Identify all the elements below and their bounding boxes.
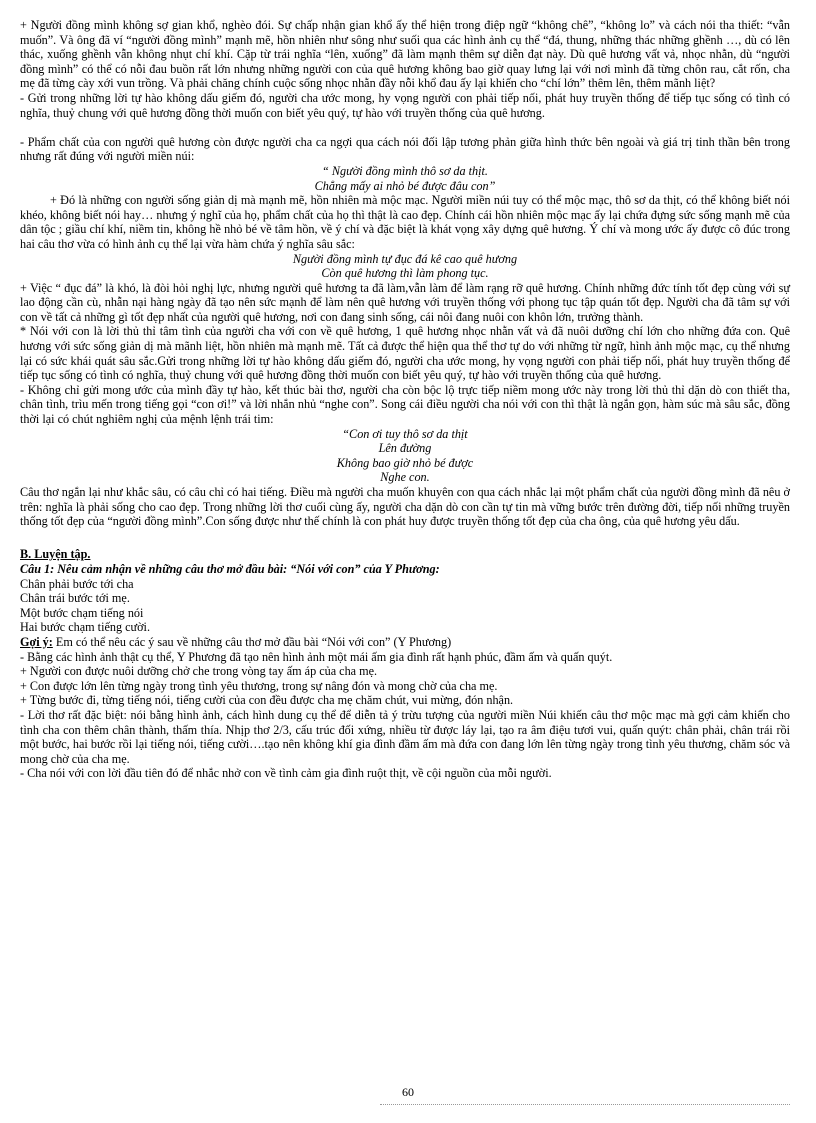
suggestion-line	[20, 635, 790, 650]
answer-point: + Từng bước đi, từng tiếng nói, tiếng cười của con đều được cha mẹ chăm chút, vui mừng, đón nhận.	[20, 693, 514, 708]
paragraph-carving-stone: + Việc “ đục đá” là khó, là đòi hỏi nghị lực, nhưng người quê hương ta đã làm,vẫn làm để làm rạng rỡ quê hương. Chính những đức tính tốt đẹp cùng với sự lao động cần cù, nhẫn nại hàng ngày đã tạo nên sức mạnh để làm nên quê hương với truyền thống với phong tục tập quán tốt đẹp. Người cha đã tâm sự với con về tất cả những gì tốt đẹp nhất của người quê hương, nơi con đang sinh sống, cái nôi đang nuôi con khôn lớn, trưởng thành.	[20, 280, 790, 324]
quote-line: “Con ơi tuy thô sơ da thịt	[342, 426, 468, 441]
document-page	[20, 18, 790, 781]
page-number: 60	[402, 1085, 414, 1099]
quote-line: Còn quê hương thì làm phong tục.	[321, 266, 489, 281]
answer-point: - Cha nói với con lời đầu tiên đó để nhắc nhở con về tình cảm gia đình ruột thịt, về cội nguồn của mỗi người.	[20, 766, 552, 781]
paragraph-simple-people: + Đó là những con người sống giản dị mà mạnh mẽ, hồn nhiên mà mộc mạc. Người miền núi tuy có thể mộc mạc, thô sơ da thịt, có thể không biết nói khéo, không biết nói hay… nhưng ý nghĩ của họ, phẩm chất của họ thì thật là cao đẹp. Chính cái hồn nhiên mộc mạc ấy lại chứa đựng sức sống mạnh mẽ của dân tộc ; giầu chí khí, niềm tin, không hề nhỏ bé về tâm hồn, về ý chí và đặc biệt là khát vọng xây dựng quê hương. Ý chí và mong ước ấy được cô đúc trong hai câu thơ vừa có hình ảnh cụ thể lại vừa hàm chứa ý nghĩa sâu sắc:	[20, 193, 790, 251]
poem-line: Một bước chạm tiếng nói	[20, 605, 144, 620]
question-title: Câu 1: Nêu cảm nhận về những câu thơ mở đầu bài: “Nói với con” của Y Phương:	[20, 561, 440, 576]
section-heading: B. Luyện tập.	[20, 547, 91, 562]
answer-point: - Lời thơ rất đặc biệt: nói bằng hình ảnh, cách hình dung cụ thể để diễn tả ý trừu tượng của người miền Núi khiến câu thơ mộc mạc mà gợi cảm khiến cho tình cha con thêm chân thành, thấm thía. Nhịp thơ 2/3, cấu trúc đối xứng, nhiều từ được láy lại, tạo ra âm điệu tươi vui, quấn quýt: chân phải, chân trái rồi một bước, hai bước rồi lại tiếng nói, tiếng cười….tạo nên không khí gia đình đầm ấm mà đứa con đang lớn lên từng ngày trong tình yêu thương, chăm sóc và mong chờ của cha mẹ.	[20, 707, 790, 766]
poem-line: Chân phải bước tới cha	[20, 576, 134, 591]
poem-line: Chân trái bước tới mẹ.	[20, 591, 130, 606]
suggestion-label: Gợi ý:	[20, 634, 53, 649]
paragraph-conclusion: Câu thơ ngắn lại như khắc sâu, có câu chỉ có hai tiếng. Điều mà người cha muốn khuyên con qua cách nhắc lại một phẩm chất của người đồng mình đã nêu ở trên: nghĩa là phải sống cho cao đẹp. Trong những lời thơ cuối cùng ấy, người cha dặn dò con cần tự tin mà vững bước trên đường đời, tiếp nối những truyền thống tốt đẹp của “người đồng mình”.Con sống được như thế chính là con phát huy được truyền thống tốt đẹp của cha ông, của quê hương yêu dấu.	[20, 485, 790, 529]
quote-line: Nghe con.	[380, 470, 430, 485]
quote-line: Người đồng mình tự đục đá kê cao quê hương	[292, 251, 518, 266]
quote-line: Chẳng mấy ai nhỏ bé được đâu con”	[314, 178, 496, 193]
quote-line: “ Người đồng mình thô sơ da thịt.	[322, 163, 488, 178]
answer-point: + Con được lớn lên từng ngày trong tình yêu thương, trong sự nâng đón và mong chờ của cha mẹ.	[20, 678, 498, 693]
paragraph-advice: - Không chỉ gửi mong ước của mình đầy tự hào, kết thúc bài thơ, người cha còn bộc lộ trực tiếp niềm mong ước này trong lời thủ thỉ dặn dò con thiết tha, chân tình, trìu mến trong tiếng gọi “con ơi!” và lời nhắn nhủ “nghe con”. Song cái điều người cha nói với con thì thật là ngắn gọn, hàm súc mà sâu sắc, đồng thời lại có chút nghiêm nghị của mệnh lệnh trái tim:	[20, 382, 790, 427]
blank-line	[20, 529, 790, 544]
quote-line: Lên đường	[378, 441, 432, 456]
paragraph-contrast: - Phẩm chất của con người quê hương còn được người cha ca ngợi qua cách nói đối lập tương phản giữa hình thức bên ngoài và giá trị tinh thần bên trong nhưng rất đúng với người miền núi:	[20, 134, 790, 164]
paragraph-hope: - Gửi trong những lời tự hào không dấu giếm đó, người cha ước mong, hy vọng người con phải tiếp nối, phát huy truyền thống để tiếp tục sống có tình có nghĩa, thuỷ chung với quê hương đồng thời muốn con biết yêu quý, tự hào với truyền thống của quê hương.	[20, 90, 790, 120]
quote-line: Không bao giờ nhỏ bé được	[336, 455, 474, 470]
suggestion-text: Em có thể nêu các ý sau về những câu thơ mở đầu bài “Nói với con” (Y Phương)	[52, 634, 452, 649]
paragraph-hardship: + Người đồng mình không sợ gian khổ, nghèo đói. Sự chấp nhận gian khổ ấy thể hiện trong điệp ngữ “không chê”, “không lo” và cách nói tha thiết: “vẫn muốn”. Và ông đã ví “người đồng mình” mạnh mẽ, hồn nhiên như sông như suối qua các hình ảnh cụ thể “đá, thung, những thác những ghềnh …, dù có lên thác, xuống ghềnh vẫn không nhụt chí khí. Cặp từ trái nghĩa “lên, xuống” đã làm mạnh thêm sự diễn đạt này. Dù quê hương vất vả, nhọc nhằn, dù “người đồng mình” có thể có nỗi đau buồn rất lớn nhưng những người con của quê hương không bao giờ quay lưng lại với nơi mình đã từng chôn rau, cắt rốn, cha mẹ đã từng cày xới vun trồng. Và phải chăng chính cuộc sống nhọc nhằn đầy nỗi khổ đau ấy lại khiến cho “chí lớn” thêm lên, thêm mãnh liệt?	[20, 18, 790, 91]
poem-line: Hai bước chạm tiếng cười.	[20, 620, 150, 635]
answer-point: - Bằng các hình ảnh thật cụ thể, Y Phương đã tạo nên hình ảnh một mái ấm gia đình rất hạnh phúc, đầm ấm và quấn quýt.	[20, 649, 613, 664]
blank-line	[20, 120, 790, 135]
answer-point: + Người con được nuôi dưỡng chở che trong vòng tay ấm áp của cha mẹ.	[20, 664, 378, 679]
paragraph-summary: * Nói với con là lời thủ thỉ tâm tình của người cha với con về quê hương, 1 quê hương nhọc nhằn vất vả đã nuôi dưỡng chí lớn cho những đứa con. Quê hương với sức sống giản dị mà mãnh liệt, hồn nhiên mà mạnh mẽ. Tất cả được thể hiện qua thể thơ tự do với những từ ngữ, hình ảnh mộc mạc, cụ thể nhưng lại có sức khái quát sâu sắc.Gửi trong những lời tự hào không dấu giếm đó, người cha ước mong, hy vọng người con phải tiếp nối, phát huy truyền thống để tiếp tục sống có tình có nghĩa, thuỷ chung với quê hương đồng thời muốn con biết yêu quý, tự hào với truyền thống của quê hương.	[20, 324, 790, 383]
footer-divider	[380, 1104, 790, 1105]
